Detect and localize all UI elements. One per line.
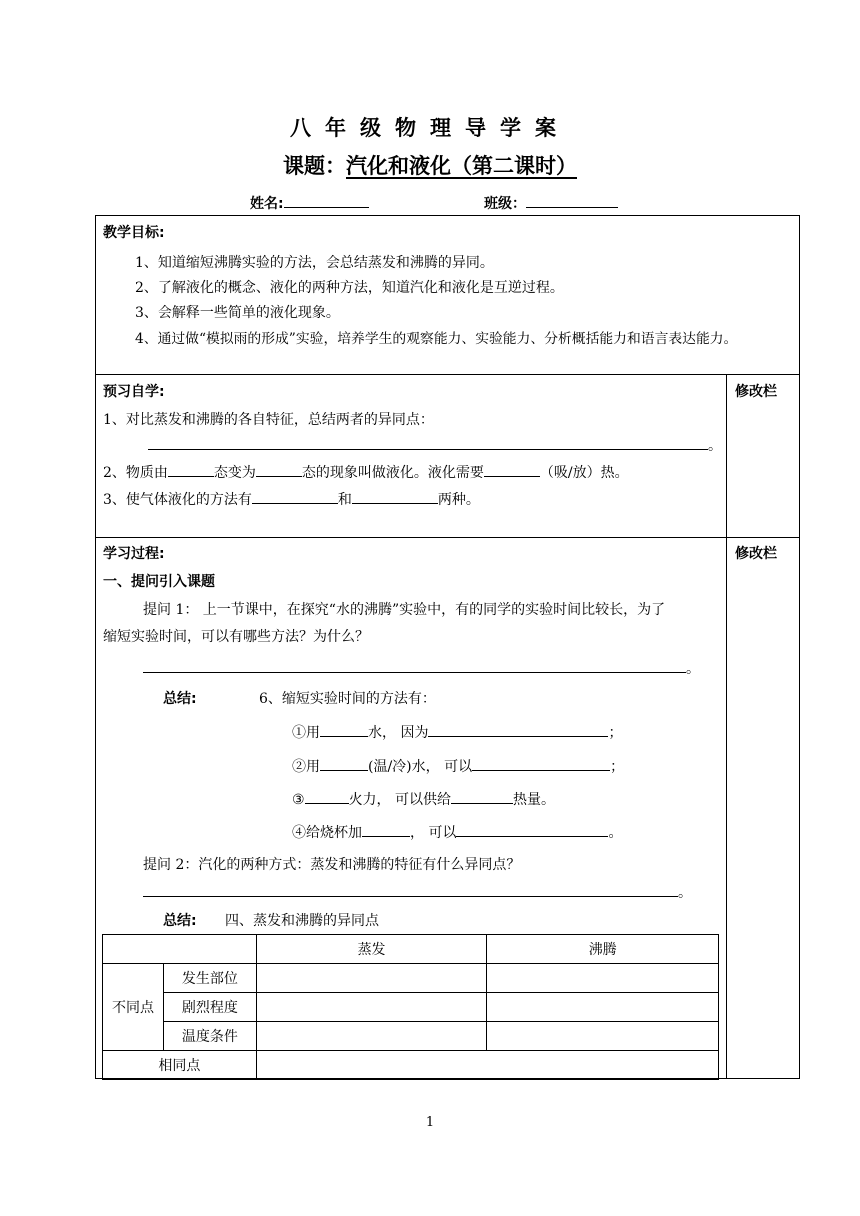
revision-label: 修改栏: [735, 546, 777, 562]
table-row: [103, 1051, 719, 1080]
blank[interactable]: [451, 803, 513, 804]
divider-1: [95, 374, 800, 375]
question-1-line-1: 提问 1： 上一节课中，在探究“水的沸腾”实验中，有的同学的实验时间比较长，为了: [143, 602, 666, 618]
preview-heading: 预习自学:: [103, 384, 165, 400]
differences-label: 不同点: [103, 964, 164, 1051]
table-cell[interactable]: [487, 993, 719, 1022]
answer-line[interactable]: 。: [143, 660, 700, 678]
table-cell[interactable]: [256, 1022, 487, 1051]
blank[interactable]: [456, 836, 608, 837]
table-row: [103, 1022, 719, 1051]
summary-label: 总结:: [163, 691, 197, 707]
question-2: 提问 2：汽化的两种方式：蒸发和沸腾的特征有什么异同点？: [143, 857, 521, 873]
blank[interactable]: [168, 476, 214, 477]
blank[interactable]: [256, 476, 302, 477]
summary-title: 四、蒸发和沸腾的异同点: [225, 913, 379, 929]
blank[interactable]: [305, 803, 349, 804]
comparison-table: [102, 934, 719, 1080]
objective-item: 1、知道缩短沸腾实验的方法，会总结蒸发和沸腾的异同。: [135, 255, 494, 271]
method-3: ③ 火力， 可以供给 热量。: [292, 792, 556, 808]
row-label: 发生部位: [163, 964, 256, 993]
name-label: 姓名:: [250, 196, 284, 212]
frame-right: [799, 215, 800, 1079]
table-header-row: [103, 935, 719, 964]
answer-blank[interactable]: [143, 672, 686, 673]
name-blank[interactable]: [284, 207, 369, 208]
method-1: ①用 水， 因为 ；: [292, 725, 623, 741]
document-title: 八年级物理导学案: [290, 116, 570, 140]
class-label: 班级：: [484, 196, 526, 212]
table-row: [103, 993, 719, 1022]
method-2: ②用 (温/冷)水， 可以 ；: [292, 759, 625, 775]
blank[interactable]: [320, 736, 368, 737]
objective-item: 2、了解液化的概念、液化的两种方法，知道汽化和液化是互逆过程。: [135, 280, 564, 296]
process-heading: 学习过程:: [103, 546, 165, 562]
question-1-line-2: 缩短实验时间，可以有哪些方法？为什么？: [103, 629, 369, 645]
topic-label: 课题：: [283, 154, 346, 178]
table-cell[interactable]: [487, 1022, 719, 1051]
blank[interactable]: [428, 736, 608, 737]
objective-item: 3、会解释一些简单的液化现象。: [135, 305, 340, 321]
lesson-topic: [0, 150, 860, 180]
table-cell[interactable]: [256, 964, 487, 993]
answer-line[interactable]: 。: [143, 884, 692, 902]
revision-column-line: [726, 374, 727, 1079]
col-header-evaporation: 蒸发: [256, 935, 487, 964]
divider-2: [95, 537, 800, 538]
blank[interactable]: [252, 503, 338, 504]
summary-label: 总结:: [163, 913, 197, 929]
section-heading: 一、提问引入课题: [103, 574, 215, 590]
table-cell: [103, 935, 257, 964]
table-cell[interactable]: [256, 1051, 718, 1080]
summary-title: 6、缩短实验时间的方法有：: [259, 691, 436, 707]
class-field[interactable]: [484, 195, 618, 213]
preview-question-1: 1、对比蒸发和沸腾的各自特征，总结两者的异同点：: [103, 412, 434, 428]
blank[interactable]: [352, 503, 438, 504]
objectives-heading: 教学目标:: [103, 225, 165, 241]
row-label: 温度条件: [163, 1022, 256, 1051]
blank[interactable]: [484, 476, 540, 477]
answer-blank[interactable]: [143, 896, 678, 897]
similarities-label: 相同点: [103, 1051, 257, 1080]
table-cell[interactable]: [487, 964, 719, 993]
frame-left: [95, 215, 96, 1079]
preview-answer-1[interactable]: 。: [148, 437, 722, 455]
blank[interactable]: [472, 770, 610, 771]
method-4: ④给烧杯加 ， 可以 。: [292, 825, 623, 841]
topic-text: 汽化和液化（第二课时）: [346, 154, 577, 178]
revision-label: 修改栏: [735, 384, 777, 400]
class-blank[interactable]: [526, 207, 618, 208]
blank[interactable]: [362, 836, 410, 837]
blank[interactable]: [320, 770, 368, 771]
frame-top: [95, 215, 800, 216]
page-number: 1: [425, 1115, 435, 1130]
objective-item: 4、通过做“模拟雨的形成”实验，培养学生的观察能力、实验能力、分析概括能力和语言表达能力。: [135, 331, 738, 347]
table-cell[interactable]: [256, 993, 487, 1022]
preview-question-2: 2、物质由 态变为 态的现象叫做液化。液化需要 （吸/放）热。: [103, 465, 629, 481]
answer-blank[interactable]: [148, 449, 708, 450]
row-label: 剧烈程度: [163, 993, 256, 1022]
student-name-field[interactable]: [250, 195, 369, 213]
preview-question-3: 3、使气体液化的方法有 和 两种。: [103, 492, 480, 508]
table-row: [103, 964, 719, 993]
col-header-boiling: 沸腾: [487, 935, 719, 964]
